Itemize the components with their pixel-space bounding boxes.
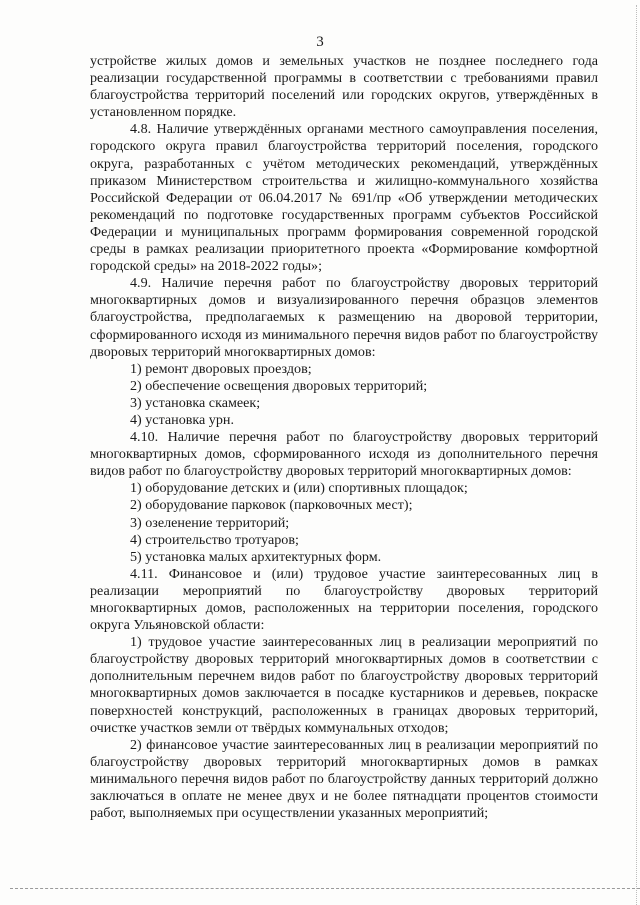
paragraph-4-9: 4.9. Наличие перечня работ по благоустройству дворовых территорий многоквартирных домов и визуализированного перечня образцов элементов благоустройства, предполагаемых к размещению на дворовой территории, сформированного исходя из минимального перечня видов работ по благоустройству дворовых территорий многоквартирных домов:	[90, 275, 598, 360]
list-item: 3) озеленение территорий;	[130, 514, 290, 531]
list-item: 3) установка скамеек;	[130, 394, 261, 411]
body-text	[90, 53, 598, 822]
list-item: 1) ремонт дворовых проездов;	[130, 360, 312, 377]
scan-bottom-line	[10, 888, 640, 889]
list-item: 2) обеспечение освещения дворовых территорий;	[130, 377, 428, 394]
scan-edge-line	[636, 5, 637, 905]
page-number: 3	[316, 34, 324, 50]
paragraph-financial-participation: 2) финансовое участие заинтересованных лиц в реализации мероприятий по благоустройству дворовых территорий многоквартирных домов в рамках минимального перечня видов работ по благоустройству данных территорий должно заключаться в оплате не менее двух и не более пятнадцати процентов стоимости работ, выполняемых при осуществлении указанных мероприятий;	[90, 736, 598, 822]
list-item: 2) оборудование парковок (парковочных мест);	[130, 497, 413, 514]
paragraph-labor-participation: 1) трудовое участие заинтересованных лиц в реализации мероприятий по благоустройству дворовых территорий многоквартирных домов в соответствии с дополнительным перечнем видов работ по благоустройству дворовых территорий многоквартирных домов заключается в посадке кустарников и деревьев, покраске поверхностей конструкций, расположенных в границах дворовых территорий, очистке участков земли от твёрдых коммунальных отходов;	[90, 634, 598, 736]
list-item: 1) оборудование детских и (или) спортивных площадок;	[130, 480, 468, 497]
paragraph-4-11: 4.11. Финансовое и (или) трудовое участие заинтересованных лиц в реализации мероприятий по благоустройству дворовых территорий многоквартирных домов, расположенных на территории поселения, городского округа Ульяновской области:	[90, 565, 598, 634]
paragraph-4-10: 4.10. Наличие перечня работ по благоустройству дворовых территорий многоквартирных домов, сформированного исходя из дополнительного перечня видов работ по благоустройству дворовых территорий многоквартирных домов:	[90, 429, 598, 480]
list-item: 4) установка урн.	[130, 411, 234, 428]
list-item: 4) строительство тротуаров;	[130, 531, 299, 548]
paragraph-continuation: устройстве жилых домов и земельных участков не позднее последнего года реализации государственной программы в соответствии с требованиями правил благоустройства территорий поселений или городских округов, утверждённых в установленном порядке.	[90, 53, 598, 121]
paragraph-4-8: 4.8. Наличие утверждённых органами местного самоуправления поселения, городского округа правил благоустройства территорий поселения, городского округа, разработанных с учётом методических рекомендаций, утверждённых приказом Министерством строительства и жилищно-коммунального хозяйства Российской Федерации от 06.04.2017 № 691/пр «Об утверждении методических рекомендаций по подготовке государственных программ субъектов Российской Федерации и муниципальных программ формирования современной городской среды в рамках реализации приоритетного проекта «Формирование комфортной городской среды» на 2018-2022 годы»;	[90, 121, 598, 275]
list-item: 5) установка малых архитектурных форм.	[130, 548, 382, 565]
